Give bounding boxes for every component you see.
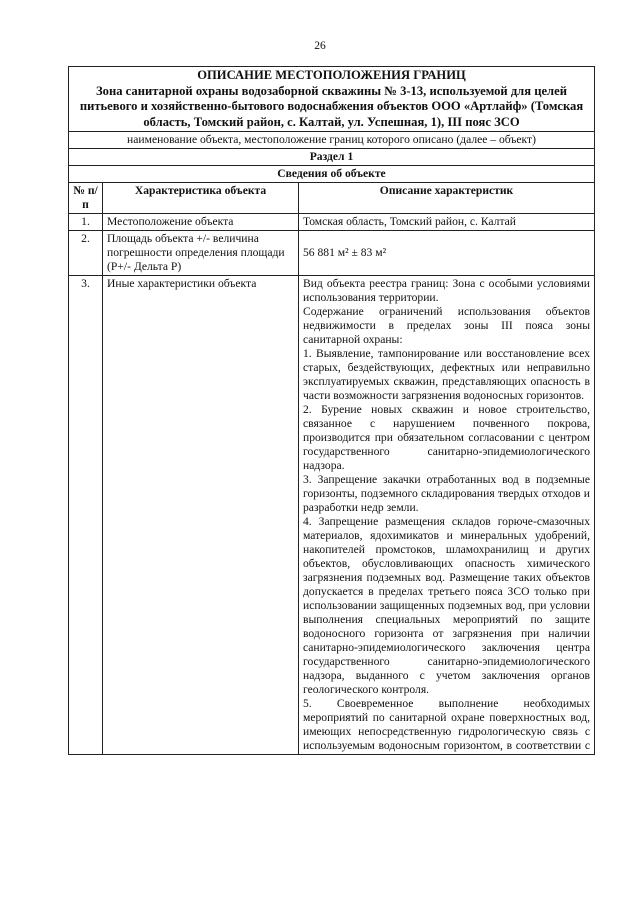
- paragraph: Содержание ограничений использования объектов недвижимости в пределах зоны III пояса зоны санитарной охраны:: [303, 305, 590, 347]
- row-name: Местоположение объекта: [103, 214, 299, 231]
- boundary-description-table: [68, 66, 595, 755]
- row-value: 56 881 м² ± 83 м²: [299, 231, 595, 276]
- paragraph: 3. Запрещение закачки отработанных вод в подземные горизонты, подземного складирования твердых отходов и разработки недр земли.: [303, 473, 590, 515]
- table-row: [69, 276, 595, 755]
- header-num: № п/п: [69, 183, 103, 214]
- header-row: [69, 183, 595, 214]
- object-note: наименование объекта, местоположение границ которого описано (далее – объект): [69, 132, 595, 149]
- row-name: Площадь объекта +/- величина погрешности определения площади (Р+/- Дельта Р): [103, 231, 299, 276]
- header-characteristic: Характеристика объекта: [103, 183, 299, 214]
- paragraph: 4. Запрещение размещения складов горюче-смазочных материалов, ядохимикатов и минеральных удобрений, накопителей промстоков, шламохранилищ и других объектов, обусловливающих опасность химического загрязнения подземных вод. Размещение таких объектов допускается в пределах третьего пояса ЗСО только при использовании защищенных подземных вод, при условии выполнения специальных мероприятий по защите водоносного горизонта от загрязнения при наличии санитарно-эпидемиологического заключения центра государственного санитарно-эпидемиологического надзора, выданного с учетом заключения органов геологического контроля.: [303, 515, 590, 697]
- page-number: 26: [314, 40, 326, 52]
- subsection-title: Сведения об объекте: [69, 166, 595, 183]
- subsection-row: [69, 166, 595, 183]
- paragraph: Вид объекта реестра границ: Зона с особыми условиями использования территории.: [303, 277, 590, 305]
- section-title: Раздел 1: [69, 149, 595, 166]
- title-line1: ОПИСАНИЕ МЕСТОПОЛОЖЕНИЯ ГРАНИЦ: [197, 68, 466, 82]
- header-description: Описание характеристик: [299, 183, 595, 214]
- other-characteristics: [299, 276, 595, 755]
- paragraph: 2. Бурение новых скважин и новое строительство, связанное с нарушением почвенного покрова, производится при обязательном согласовании с центром государственного санитарно-эпидемиологического надзора.: [303, 403, 590, 473]
- row-num: 2.: [69, 231, 103, 276]
- table-row: [69, 231, 595, 276]
- row-value: Томская область, Томский район, с. Калтай: [299, 214, 595, 231]
- section-row: [69, 149, 595, 166]
- object-note-row: [69, 132, 595, 149]
- title-row: [69, 67, 595, 132]
- row-name: Иные характеристики объекта: [103, 276, 299, 755]
- table-row: [69, 214, 595, 231]
- paragraph: 1. Выявление, тампонирование или восстановление всех старых, бездействующих, дефектных или неправильно эксплуатируемых скважин, представляющих опасность в части возможности загрязнения водоносных горизонтов.: [303, 347, 590, 403]
- row-num: 3.: [69, 276, 103, 755]
- title-line2: Зона санитарной охраны водозаборной скважины № 3-13, используемой для целей питьевого и хозяйственно-бытового водоснабжения объектов ООО «Артлайф» (Томская область, Томский район, с. Калтай, ул. Успешная, 1), III пояс ЗСО: [79, 83, 584, 129]
- row-num: 1.: [69, 214, 103, 231]
- paragraph: 5. Своевременное выполнение необходимых мероприятий по санитарной охране поверхностных вод, имеющих непосредственную гидрологическую связь с используемым водоносным горизонтом, в соответствии с: [303, 697, 590, 753]
- document-title: [69, 67, 595, 132]
